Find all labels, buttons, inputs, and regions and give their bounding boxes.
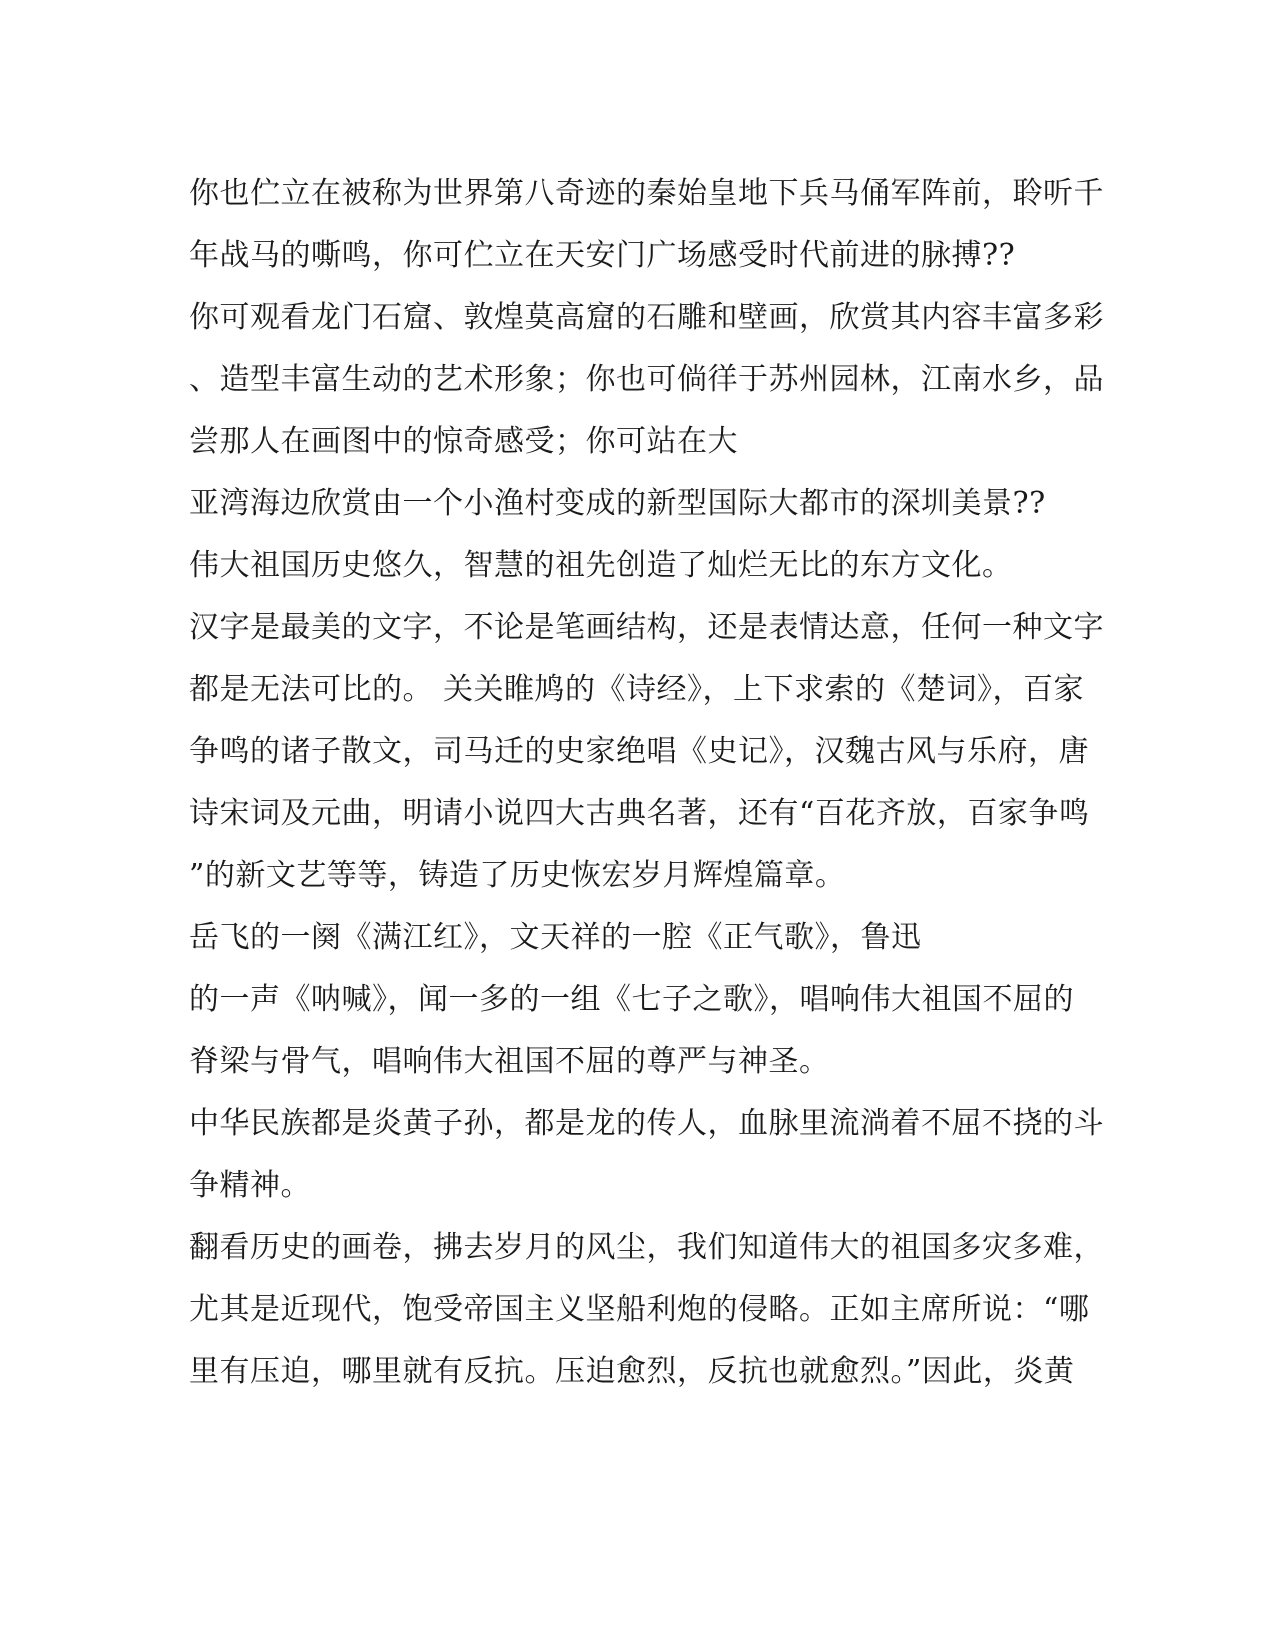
text-line: 都是无法可比的。 关关睢鸠的《诗经》，上下求索的《楚词》，百家 xyxy=(189,672,1085,707)
text-line: 年战马的嘶鸣，你可伫立在天安门广场感受时代前进的脉搏?? xyxy=(189,238,1016,273)
text-line: 中华民族都是炎黄子孙，都是龙的传人，血脉里流淌着不屈不挠的斗 xyxy=(189,1106,1104,1141)
text-line: 尝那人在画图中的惊奇感受；你可站在大 xyxy=(189,424,738,459)
text-line: 汉字是最美的文字，不论是笔画结构，还是表情达意，任何一种文字 xyxy=(189,610,1104,645)
text-line: 你也伫立在被称为世界第八奇迹的秦始皇地下兵马俑军阵前，聆听千 xyxy=(189,176,1104,211)
text-line: 、造型丰富生动的艺术形象；你也可倘徉于苏州园林，江南水乡，品 xyxy=(189,362,1104,397)
text-line: 诗宋词及元曲，明请小说四大古典名著，还有“百花齐放，百家争鸣 xyxy=(189,796,1090,831)
text-line: 尤其是近现代，饱受帝国主义坚船利炮的侵略。正如主席所说：“哪 xyxy=(189,1292,1090,1327)
text-line: 争鸣的诸子散文，司马迁的史家绝唱《史记》，汉魏古风与乐府，唐 xyxy=(189,734,1089,769)
text-line: 亚湾海边欣赏由一个小渔村变成的新型国际大都市的深圳美景?? xyxy=(189,486,1046,521)
text-line: 的一声《呐喊》，闻一多的一组《七子之歌》，唱响伟大祖国不屈的 xyxy=(189,982,1074,1017)
text-line: 翻看历史的画卷，拂去岁月的风尘，我们知道伟大的祖国多灾多难， xyxy=(189,1230,1104,1265)
text-line: 脊梁与骨气，唱响伟大祖国不屈的尊严与神圣。 xyxy=(189,1044,830,1079)
text-line: 岳飞的一阕《满江红》，文天祥的一腔《正气歌》，鲁迅 xyxy=(189,920,922,955)
text-line: 争精神。 xyxy=(189,1168,311,1203)
text-line: 你可观看龙门石窟、敦煌莫高窟的石雕和壁画，欣赏其内容丰富多彩 xyxy=(189,300,1104,335)
text-line: 伟大祖国历史悠久，智慧的祖先创造了灿烂无比的东方文化。 xyxy=(189,548,1013,583)
text-line: 里有压迫，哪里就有反抗。压迫愈烈，反抗也就愈烈。”因此，炎黄 xyxy=(189,1354,1075,1389)
text-line: ”的新文艺等等，铸造了历史恢宏岁月辉煌篇章。 xyxy=(189,858,846,893)
document-body xyxy=(189,163,1104,1403)
